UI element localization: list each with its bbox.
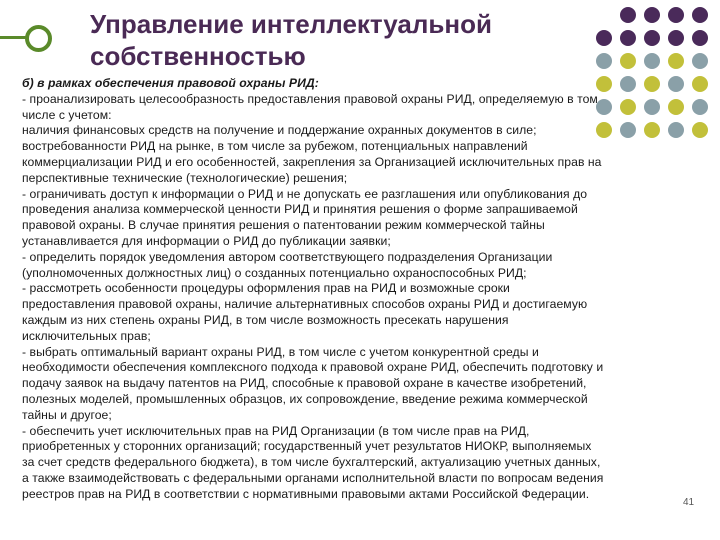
slide-body [22, 76, 698, 503]
slide-title [90, 8, 590, 72]
decorative-dot [668, 53, 684, 69]
decorative-dot [668, 30, 684, 46]
body-text-line: полезных моделей, промышленных образцов, их сопровождение, введение режима коммерческой [22, 391, 588, 406]
body-text-line: приобретенных у сторонних организаций; государственный учет результатов НИОКР, выполняемых [22, 439, 592, 454]
body-text-line: коммерциализации РИД и его особенностей, закрепления за Организацией исключительных прав на [22, 154, 602, 169]
body-text-line: перспективные технические (технологические) решения; [22, 170, 348, 185]
decorative-dot [620, 30, 636, 46]
body-text-line: исключительных прав; [22, 328, 151, 343]
decorative-dot [596, 53, 612, 69]
body-text-line: - определить порядок уведомления автором соответствующего подразделения Организации [22, 249, 553, 264]
slide-title-line-2: собственностью [90, 41, 306, 71]
body-text-line: - рассмотреть особенности процедуры оформления прав на РИД и возможные сроки [22, 281, 510, 296]
body-text-line: - ограничивать доступ к информации о РИД и не допускать ее разглашения или опубликования до [22, 186, 588, 201]
body-text-line: числе с учетом: [22, 107, 112, 122]
decorative-dot [668, 7, 684, 23]
body-text-line: необходимости обеспечения комплексного подхода к правовой охране РИД, обеспечить подготовку и [22, 360, 604, 375]
body-text-line: правовой охраны. В случае принятия решения о патентовании режим коммерческой тайны [22, 218, 545, 233]
decorative-dot [692, 30, 708, 46]
accent-circle-icon [25, 25, 52, 52]
body-text-line: реестров прав на РИД в соответствии с нормативными правовыми актами Российской Федерации. [22, 486, 590, 501]
decorative-dot [692, 53, 708, 69]
accent-line [0, 36, 26, 39]
body-text-line: - обеспечить учет исключительных прав на РИД Организации (в том числе прав на РИД, [22, 423, 530, 438]
body-text-line: устанавливается для информации о РИД до публикации заявки; [22, 233, 391, 248]
decorative-dot [596, 30, 612, 46]
decorative-dot [620, 53, 636, 69]
decorative-dot [620, 7, 636, 23]
body-text-line: наличия финансовых средств на получение и поддержание охранных документов в силе; [22, 123, 537, 138]
body-text-line: - проанализировать целесообразность предоставления правовой охраны РИД, определяемую в том [22, 91, 598, 106]
body-text-line: каждым из них степень охраны РИД, в том числе возможность пресекать нарушения [22, 312, 509, 327]
body-text-line: а также взаимодействовать с федеральными органами исполнительной власти по вопросам ведения [22, 470, 604, 485]
slide-title-line-1: Управление интеллектуальной [90, 9, 492, 39]
body-text-line: предоставления правовой охраны, наличие альтернативных способов охраны РИД и достигаемую [22, 297, 588, 312]
body-text-line: за счет средств федерального бюджета), в том числе бухгалтерский, актуализацию учетных данных, [22, 455, 601, 470]
section-heading: б) в рамках обеспечения правовой охраны РИД: [22, 76, 319, 90]
decorative-dot [644, 7, 660, 23]
body-text-line: - выбрать оптимальный вариант охраны РИД, в том числе с учетом конкурентной среды и [22, 344, 539, 359]
body-text-line: проведения анализа коммерческой ценности РИД и принятия решения о форме запрашиваемой [22, 202, 578, 217]
body-text-line: востребованности РИД на рынке, в том числе за рубежом, потенциальных направлений [22, 139, 528, 154]
body-text-line: подачу заявок на выдачу патентов на РИД, способные к правовой охране в качестве изобретений, [22, 376, 587, 391]
body-text-line: (уполномоченных должностных лиц) о созданных потенциально охраноспособных РИД; [22, 265, 527, 280]
decorative-dot [644, 53, 660, 69]
page-number: 41 [683, 497, 695, 508]
decorative-dot [692, 7, 708, 23]
body-text-line: тайны и другое; [22, 407, 112, 422]
decorative-dot [644, 30, 660, 46]
